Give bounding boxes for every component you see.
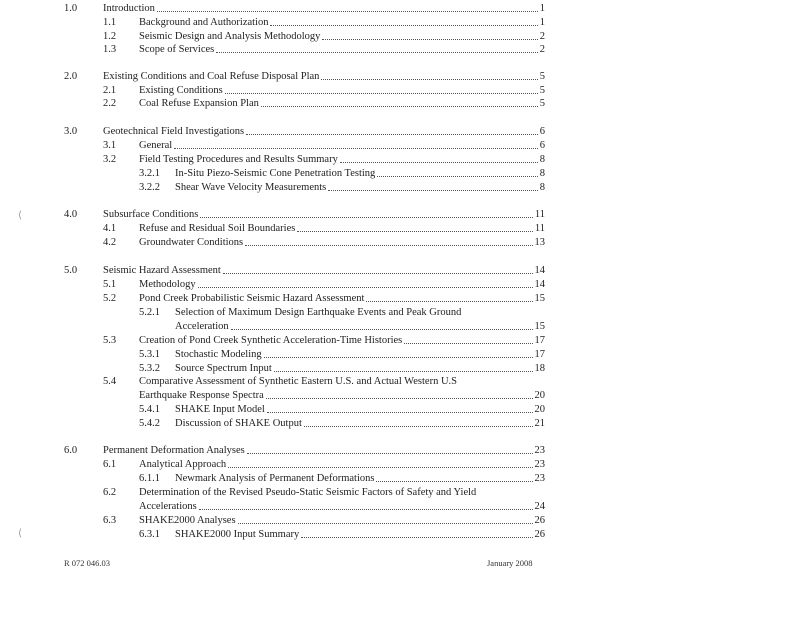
toc-entry[interactable]	[0, 236, 545, 249]
toc-entry[interactable]	[0, 208, 545, 221]
scan-mark: ⟨	[18, 210, 22, 221]
dot-leader	[228, 467, 532, 468]
toc-entry[interactable]	[0, 375, 545, 401]
toc-entry[interactable]	[0, 528, 545, 541]
toc-entry[interactable]	[0, 472, 545, 485]
toc-number: 5.2.1	[139, 307, 160, 318]
toc-title: Field Testing Procedures and Results Summary	[139, 154, 338, 165]
scan-mark: ⟨	[18, 528, 22, 539]
toc-page: 17	[534, 349, 545, 360]
dot-leader	[225, 93, 538, 94]
toc-number: 3.1	[103, 140, 117, 151]
toc-number: 3.2	[103, 154, 117, 165]
toc-title: Groundwater Conditions	[139, 237, 244, 248]
toc-number: 3.2.2	[139, 182, 160, 193]
toc-number: 5.4.1	[139, 404, 160, 415]
toc-title-line1: Determination of the Revised Pseudo-Static Seismic Factors of Safety and Yield	[139, 487, 477, 498]
toc-entry[interactable]	[0, 2, 545, 15]
toc-number: 3.0	[64, 126, 78, 137]
toc-number: 2.0	[64, 71, 78, 82]
dot-leader	[301, 537, 532, 538]
dot-leader	[157, 11, 538, 12]
dot-leader	[246, 134, 538, 135]
toc-title: Source Spectrum Input	[175, 363, 272, 374]
toc-page: 8	[539, 154, 545, 165]
dot-leader	[266, 398, 533, 399]
toc-page: 15	[534, 293, 545, 304]
dot-leader	[261, 106, 538, 107]
toc-title: SHAKE2000 Analyses	[139, 515, 236, 526]
toc-page: 18	[534, 363, 545, 374]
toc-title: Seismic Design and Analysis Methodology	[139, 31, 321, 42]
dot-leader	[366, 301, 532, 302]
dot-leader	[231, 329, 533, 330]
toc-page: 23	[534, 459, 545, 470]
toc-title: Discussion of SHAKE Output	[175, 418, 302, 429]
toc-entry[interactable]	[0, 125, 545, 138]
toc-title: Methodology	[139, 279, 196, 290]
toc-page: 5	[539, 71, 545, 82]
toc-page: 20	[534, 390, 545, 401]
toc-number: 6.1	[103, 459, 117, 470]
toc-number: 6.1.1	[139, 473, 160, 484]
toc-page: 11	[534, 209, 545, 220]
footer-document-number: R 072 046.03	[64, 558, 111, 568]
toc-title: Shear Wave Velocity Measurements	[175, 182, 327, 193]
dot-leader	[377, 176, 537, 177]
toc-page: 13	[534, 237, 545, 248]
toc-number: 2.2	[103, 98, 117, 109]
toc-number: 5.3.1	[139, 349, 160, 360]
toc-title: Stochastic Modeling	[175, 349, 262, 360]
dot-leader	[321, 79, 537, 80]
toc-entry[interactable]	[0, 30, 545, 43]
toc-title: Existing Conditions and Coal Refuse Disposal Plan	[103, 71, 320, 82]
toc-page: 5	[539, 85, 545, 96]
toc-title: Earthquake Response Spectra	[139, 390, 264, 401]
dot-leader	[376, 481, 532, 482]
toc-entry[interactable]	[0, 139, 545, 152]
toc-entry[interactable]	[0, 486, 545, 512]
toc-title: In-Situ Piezo-Seismic Cone Penetration Testing	[175, 168, 376, 179]
toc-entry[interactable]	[0, 181, 545, 194]
dot-leader	[340, 162, 538, 163]
toc-title-line1: Selection of Maximum Design Earthquake Events and Peak Ground	[175, 307, 462, 318]
dot-leader	[297, 231, 533, 232]
toc-title: Background and Authorization	[139, 17, 269, 28]
toc-page: 1	[539, 3, 545, 14]
dot-leader	[247, 453, 533, 454]
toc-page: 23	[534, 445, 545, 456]
toc-number: 4.1	[103, 223, 117, 234]
toc-title: Pond Creek Probabilistic Seismic Hazard Assessment	[139, 293, 365, 304]
toc-page: 6	[539, 140, 545, 151]
toc-number: 1.2	[103, 31, 117, 42]
toc-title: Analytical Approach	[139, 459, 227, 470]
toc-number: 2.1	[103, 85, 117, 96]
toc-page: 5	[539, 98, 545, 109]
toc-page: 15	[534, 321, 545, 332]
toc-page: 14	[534, 279, 545, 290]
dot-leader	[274, 371, 533, 372]
toc-page: 8	[539, 182, 545, 193]
toc-number: 5.3	[103, 335, 117, 346]
toc-number: 5.0	[64, 265, 78, 276]
dot-leader	[199, 509, 533, 510]
toc-entry[interactable]	[0, 348, 545, 361]
toc-page: 6	[539, 126, 545, 137]
toc-entry[interactable]	[0, 417, 545, 430]
toc-entry[interactable]	[0, 278, 545, 291]
dot-leader	[238, 523, 533, 524]
toc-title: SHAKE2000 Input Summary	[175, 529, 300, 540]
toc-number: 1.3	[103, 44, 117, 55]
toc-number: 4.0	[64, 209, 78, 220]
toc-page: 11	[534, 223, 545, 234]
dot-leader	[245, 245, 532, 246]
toc-title: Geotechnical Field Investigations	[103, 126, 245, 137]
toc-title: Scope of Services	[139, 44, 215, 55]
toc-number: 5.2	[103, 293, 117, 304]
toc-page: 24	[534, 501, 545, 512]
toc-title-line1: Comparative Assessment of Synthetic Eastern U.S. and Actual Western U.S	[139, 376, 457, 387]
toc-title: Subsurface Conditions	[103, 209, 199, 220]
dot-leader	[304, 426, 533, 427]
toc-entry[interactable]	[0, 70, 545, 83]
toc-entry[interactable]	[0, 97, 545, 110]
toc-title: Existing Conditions	[139, 85, 223, 96]
toc-page: 14	[534, 265, 545, 276]
toc-title: Refuse and Residual Soil Boundaries	[139, 223, 296, 234]
toc-entry[interactable]	[0, 43, 545, 56]
toc-number: 5.4.2	[139, 418, 160, 429]
dot-leader	[328, 190, 537, 191]
toc-entry[interactable]	[0, 403, 545, 416]
toc-page: 20	[534, 404, 545, 415]
toc-entry[interactable]	[0, 514, 545, 527]
dot-leader	[223, 273, 533, 274]
dot-leader	[267, 412, 533, 413]
dot-leader	[270, 25, 537, 26]
toc-number: 5.3.2	[139, 363, 160, 374]
toc-title: Creation of Pond Creek Synthetic Acceleration-Time Histories	[139, 335, 403, 346]
toc-entry[interactable]	[0, 306, 545, 332]
footer-date: January 2008	[487, 558, 533, 568]
toc-page: 23	[534, 473, 545, 484]
toc-number: 1.0	[64, 3, 78, 14]
toc-entry[interactable]	[0, 334, 545, 347]
toc-page: 8	[539, 168, 545, 179]
toc-number: 4.2	[103, 237, 117, 248]
toc-number: 6.3.1	[139, 529, 160, 540]
toc-entry[interactable]	[0, 292, 545, 305]
toc-number: 6.3	[103, 515, 117, 526]
toc-entry[interactable]	[0, 458, 545, 471]
toc-title: Permanent Deformation Analyses	[103, 445, 245, 456]
toc-number: 5.1	[103, 279, 117, 290]
toc-page: 21	[534, 418, 545, 429]
toc-title: SHAKE Input Model	[175, 404, 265, 415]
toc-number: 6.2	[103, 487, 117, 498]
toc-page: 26	[534, 515, 545, 526]
toc-entry[interactable]	[0, 167, 545, 180]
toc-number: 3.2.1	[139, 168, 160, 179]
dot-leader	[216, 52, 538, 53]
toc-entry[interactable]	[0, 84, 545, 97]
toc-title: Seismic Hazard Assessment	[103, 265, 221, 276]
dot-leader	[198, 287, 533, 288]
toc-page: 1	[539, 17, 545, 28]
toc-page: 26	[534, 529, 545, 540]
toc-page: 17	[534, 335, 545, 346]
dot-leader	[264, 357, 533, 358]
toc-title: Accelerations	[139, 501, 197, 512]
toc-entry[interactable]	[0, 222, 545, 235]
toc-entry[interactable]	[0, 362, 545, 375]
toc-number: 6.0	[64, 445, 78, 456]
toc-entry[interactable]	[0, 444, 545, 457]
toc-title: Coal Refuse Expansion Plan	[139, 98, 259, 109]
toc-entry[interactable]	[0, 153, 545, 166]
toc-title: Introduction	[103, 3, 155, 14]
dot-leader	[322, 39, 537, 40]
dot-leader	[174, 148, 538, 149]
toc-title: Newmark Analysis of Permanent Deformations	[175, 473, 375, 484]
toc-entry[interactable]	[0, 264, 545, 277]
toc-number: 5.4	[103, 376, 117, 387]
toc-page: 2	[539, 31, 545, 42]
toc-entry[interactable]	[0, 16, 545, 29]
toc-number: 1.1	[103, 17, 117, 28]
toc-title: Acceleration	[175, 321, 229, 332]
toc-page: 2	[539, 44, 545, 55]
dot-leader	[200, 217, 533, 218]
dot-leader	[404, 343, 532, 344]
toc-title: General	[139, 140, 173, 151]
